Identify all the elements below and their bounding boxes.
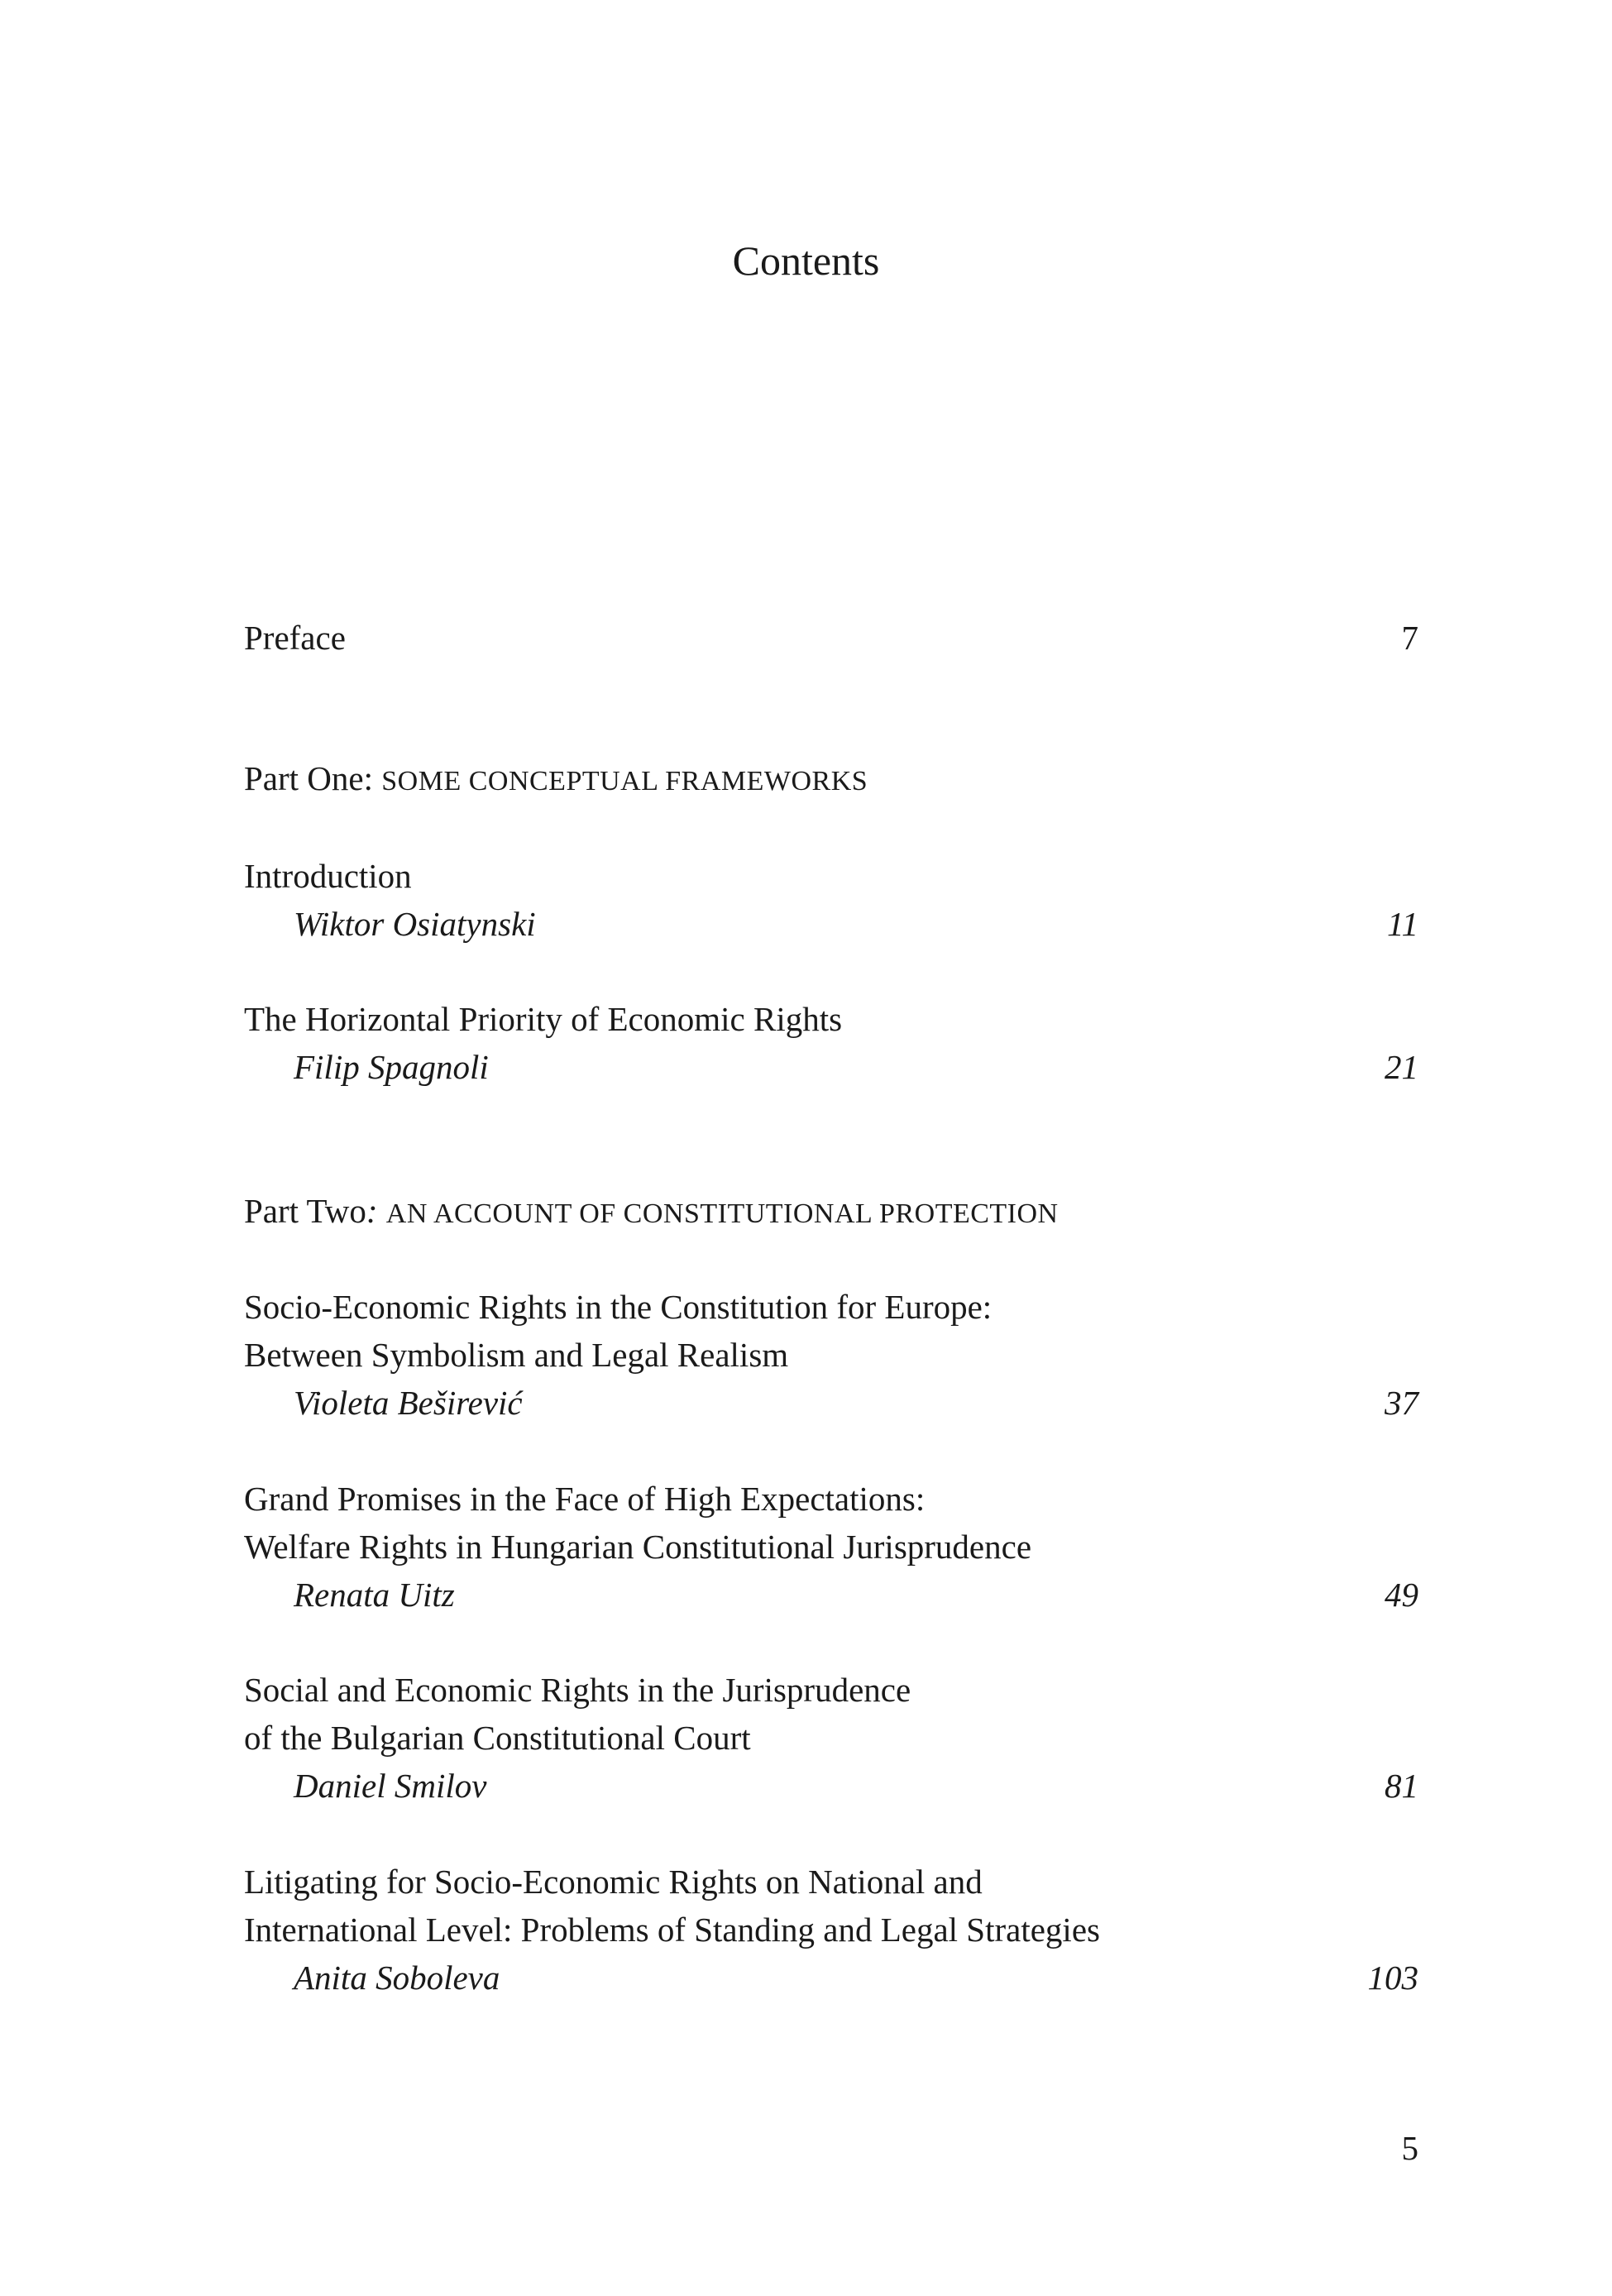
- toc-entry-title-line: Social and Economic Rights in the Jurisprudence: [244, 1671, 911, 1709]
- toc-page-number: 11: [1387, 905, 1418, 943]
- toc-entry-title[interactable]: [244, 1666, 1418, 1714]
- toc-entry-title-line: The Horizontal Priority of Economic Rights: [244, 1000, 843, 1038]
- toc-entry-title[interactable]: [244, 1283, 1418, 1331]
- part-label: Part One:: [244, 759, 373, 797]
- toc-entry-title-line: Litigating for Socio-Economic Rights on National and: [244, 1863, 983, 1901]
- toc-entry-title-line: Between Symbolism and Legal Realism: [244, 1336, 789, 1374]
- toc-entry-author-row: [294, 1571, 1418, 1619]
- toc-entry-author-row: [294, 1762, 1418, 1810]
- part-one-heading: [244, 754, 1418, 806]
- part-title: AN ACCOUNT OF CONSTITUTIONAL PROTECTION: [385, 1198, 1059, 1229]
- toc-entry-title-continued[interactable]: [244, 1523, 1418, 1571]
- part-label: Part Two: [244, 1192, 366, 1230]
- part-two-heading: [244, 1187, 1418, 1238]
- toc-entry-title[interactable]: [244, 852, 1418, 900]
- toc-entry-title-continued[interactable]: [244, 1331, 1418, 1379]
- toc-entry-author: Filip Spagnoli: [294, 1048, 489, 1086]
- toc-page-number: 103: [1367, 1959, 1418, 1997]
- toc-entry-author-row: [294, 900, 1418, 948]
- toc-page-number: 21: [1385, 1048, 1418, 1086]
- toc-entry-title-line: Introduction: [244, 857, 412, 895]
- toc-entry-title[interactable]: [244, 1475, 1418, 1523]
- toc-entry-title[interactable]: [244, 1858, 1418, 1906]
- toc-entry-author: Daniel Smilov: [294, 1767, 487, 1805]
- toc-entry-author-row: [294, 1379, 1418, 1427]
- toc-page-number: 7: [1401, 619, 1418, 657]
- toc-entry-author: Renata Uitz: [294, 1576, 455, 1614]
- toc-entry-title: Preface: [244, 619, 346, 657]
- toc-entry-title-continued[interactable]: [244, 1714, 1418, 1762]
- toc-page-number: 49: [1385, 1576, 1418, 1614]
- page-number-folio: 5: [1401, 2129, 1418, 2167]
- toc-entry-title-continued[interactable]: [244, 1906, 1418, 1954]
- toc-entry-author-row: [294, 1043, 1418, 1091]
- toc-page-number: 37: [1385, 1384, 1418, 1422]
- toc-entry-author: Violeta Beširević: [294, 1384, 523, 1422]
- toc-entry-author: Wiktor Osiatynski: [294, 905, 536, 943]
- toc-entry-title-line: of the Bulgarian Constitutional Court: [244, 1719, 751, 1757]
- toc-entry-preface[interactable]: [244, 614, 1418, 662]
- toc-entry-title-line: Grand Promises in the Face of High Expectations:: [244, 1480, 926, 1518]
- toc-entry-title-line: Welfare Rights in Hungarian Constitutional Jurisprudence: [244, 1528, 1032, 1566]
- toc-entry-author: Anita Soboleva: [294, 1959, 500, 1997]
- toc-entry-title[interactable]: [244, 995, 1418, 1043]
- part-title: SOME CONCEPTUAL FRAMEWORKS: [381, 766, 868, 796]
- toc-page-number: 81: [1385, 1767, 1418, 1805]
- toc-entry-author-row: [294, 1954, 1418, 2002]
- toc-entry-title-line: Socio-Economic Rights in the Constitution for Europe:: [244, 1288, 993, 1326]
- part-label-separator: :: [366, 1192, 378, 1230]
- toc-entry-title-line: International Level: Problems of Standing and Legal Strategies: [244, 1911, 1100, 1949]
- page-title: Contents: [732, 237, 880, 284]
